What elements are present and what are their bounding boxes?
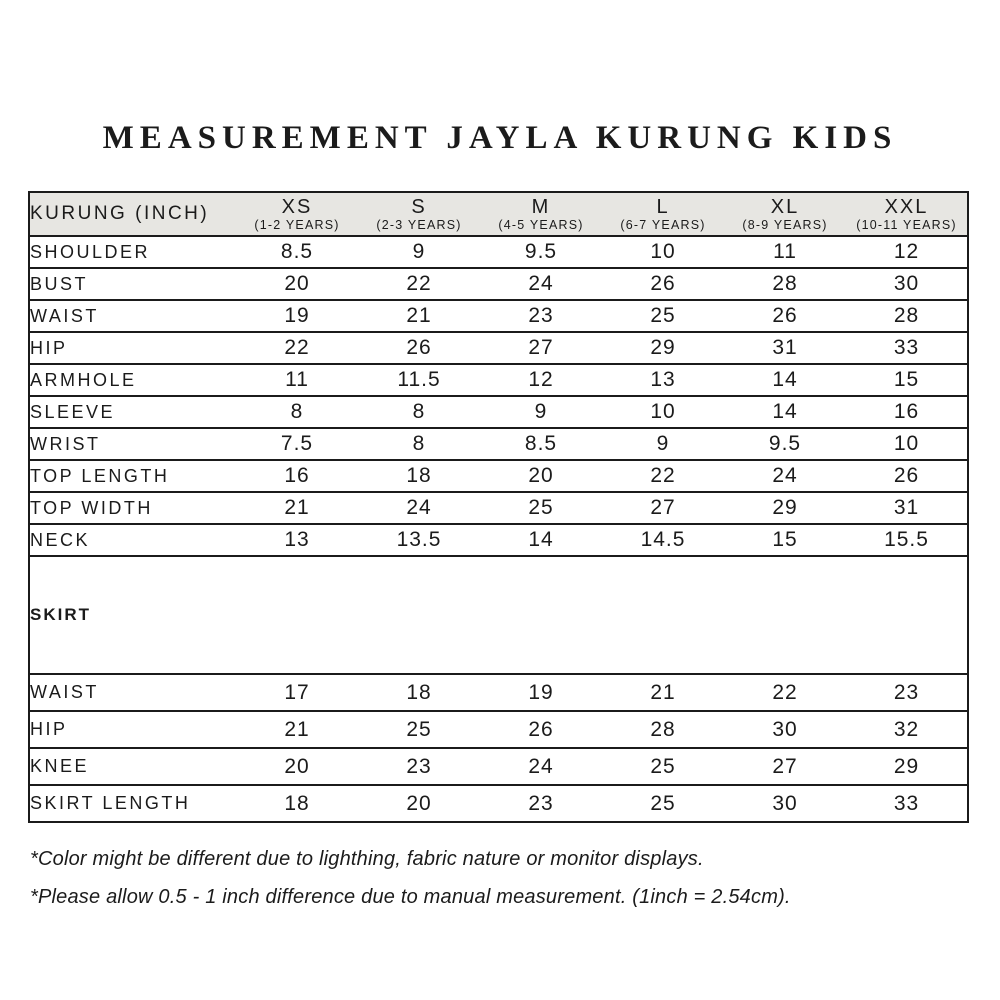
measurement-value: 15 bbox=[846, 364, 968, 396]
age-range-label: (8-9 YEARS) bbox=[742, 217, 828, 232]
measurement-value: 19 bbox=[236, 300, 358, 332]
size-label: L bbox=[656, 195, 670, 218]
measurement-value: 10 bbox=[846, 428, 968, 460]
measurement-value: 11.5 bbox=[358, 364, 480, 396]
measurement-value: 20 bbox=[236, 748, 358, 785]
age-range-label: (6-7 YEARS) bbox=[620, 217, 706, 232]
measurement-value: 27 bbox=[480, 332, 602, 364]
footnote-color-disclaimer: *Color might be different due to lighthing, fabric nature or monitor displays. bbox=[30, 848, 704, 870]
measurement-value: 18 bbox=[358, 460, 480, 492]
measurement-value: 29 bbox=[602, 332, 724, 364]
table-row bbox=[29, 332, 968, 364]
measurement-value: 9.5 bbox=[480, 236, 602, 268]
measurement-value: 8 bbox=[236, 396, 358, 428]
measurement-value: 25 bbox=[602, 748, 724, 785]
measurement-value: 14 bbox=[724, 364, 846, 396]
size-header-m bbox=[480, 192, 602, 236]
measurement-value: 28 bbox=[602, 711, 724, 748]
measurement-value: 8 bbox=[358, 396, 480, 428]
measurement-value: 25 bbox=[602, 785, 724, 822]
table-row bbox=[29, 396, 968, 428]
measurement-value: 13 bbox=[602, 364, 724, 396]
size-label: XS bbox=[281, 195, 313, 218]
measurement-value: 18 bbox=[236, 785, 358, 822]
skirt-section-label: SKIRT bbox=[29, 556, 968, 674]
skirt-section-row bbox=[29, 556, 968, 674]
measurement-value: 26 bbox=[724, 300, 846, 332]
table-header-row bbox=[29, 192, 968, 236]
measurement-value: 21 bbox=[236, 492, 358, 524]
row-label: TOP LENGTH bbox=[29, 460, 236, 492]
row-label: HIP bbox=[29, 332, 236, 364]
measurement-value: 28 bbox=[846, 300, 968, 332]
size-label: S bbox=[411, 195, 427, 218]
row-label: HIP bbox=[29, 711, 236, 748]
measurement-value: 23 bbox=[846, 674, 968, 711]
measurement-value: 13.5 bbox=[358, 524, 480, 556]
size-header-s bbox=[358, 192, 480, 236]
age-range-label: (2-3 YEARS) bbox=[376, 217, 462, 232]
measurement-value: 28 bbox=[724, 268, 846, 300]
measurement-value: 7.5 bbox=[236, 428, 358, 460]
measurement-value: 14 bbox=[480, 524, 602, 556]
table-row bbox=[29, 492, 968, 524]
measurement-value: 25 bbox=[602, 300, 724, 332]
table-row bbox=[29, 364, 968, 396]
row-label: SKIRT LENGTH bbox=[29, 785, 236, 822]
footnotes bbox=[28, 848, 972, 909]
footnote-measurement-disclaimer: *Please allow 0.5 - 1 inch difference due to manual measurement. (1inch = 2.54cm). bbox=[30, 886, 791, 908]
measurement-value: 19 bbox=[480, 674, 602, 711]
measurement-value: 33 bbox=[846, 332, 968, 364]
measurement-value: 33 bbox=[846, 785, 968, 822]
measurement-value: 29 bbox=[724, 492, 846, 524]
row-label: NECK bbox=[29, 524, 236, 556]
measurement-value: 15.5 bbox=[846, 524, 968, 556]
measurement-value: 9.5 bbox=[724, 428, 846, 460]
table-row bbox=[29, 748, 968, 785]
measurement-value: 13 bbox=[236, 524, 358, 556]
measurement-value: 21 bbox=[236, 711, 358, 748]
size-header-xl bbox=[724, 192, 846, 236]
row-label: SLEEVE bbox=[29, 396, 236, 428]
measurement-value: 18 bbox=[358, 674, 480, 711]
measurement-value: 11 bbox=[236, 364, 358, 396]
table-row bbox=[29, 460, 968, 492]
measurement-value: 32 bbox=[846, 711, 968, 748]
measurement-value: 24 bbox=[724, 460, 846, 492]
measurement-value: 14.5 bbox=[602, 524, 724, 556]
skirt-section bbox=[29, 674, 968, 822]
table-row bbox=[29, 674, 968, 711]
age-range-label: (1-2 YEARS) bbox=[254, 217, 340, 232]
measurement-value: 29 bbox=[846, 748, 968, 785]
age-range-label: (10-11 YEARS) bbox=[856, 217, 957, 232]
measurement-value: 12 bbox=[480, 364, 602, 396]
measurement-value: 27 bbox=[724, 748, 846, 785]
measurement-value: 16 bbox=[236, 460, 358, 492]
measurement-value: 31 bbox=[724, 332, 846, 364]
measurement-value: 9 bbox=[602, 428, 724, 460]
measurement-value: 10 bbox=[602, 236, 724, 268]
measurement-value: 8 bbox=[358, 428, 480, 460]
measurement-value: 16 bbox=[846, 396, 968, 428]
measurement-value: 30 bbox=[724, 785, 846, 822]
size-label: M bbox=[531, 195, 551, 218]
measurement-table bbox=[28, 191, 969, 823]
row-label: WAIST bbox=[29, 674, 236, 711]
table-row bbox=[29, 785, 968, 822]
measurement-value: 25 bbox=[480, 492, 602, 524]
measurement-value: 12 bbox=[846, 236, 968, 268]
skirt-section-header bbox=[29, 556, 968, 674]
size-label: XXL bbox=[884, 195, 929, 218]
row-label: WAIST bbox=[29, 300, 236, 332]
row-label: KNEE bbox=[29, 748, 236, 785]
measurement-value: 24 bbox=[480, 268, 602, 300]
measurement-value: 26 bbox=[846, 460, 968, 492]
measurement-value: 14 bbox=[724, 396, 846, 428]
table-row bbox=[29, 236, 968, 268]
measurement-value: 30 bbox=[724, 711, 846, 748]
measurement-value: 9 bbox=[480, 396, 602, 428]
measurement-value: 21 bbox=[602, 674, 724, 711]
measurement-value: 21 bbox=[358, 300, 480, 332]
age-range-label: (4-5 YEARS) bbox=[498, 217, 584, 232]
table-row bbox=[29, 524, 968, 556]
page-title: MEASUREMENT JAYLA KURUNG KIDS bbox=[102, 120, 898, 156]
measurement-value: 26 bbox=[480, 711, 602, 748]
measurement-value: 8.5 bbox=[480, 428, 602, 460]
measurement-value: 26 bbox=[602, 268, 724, 300]
measurement-value: 8.5 bbox=[236, 236, 358, 268]
table-row bbox=[29, 300, 968, 332]
row-label: SHOULDER bbox=[29, 236, 236, 268]
measurement-value: 23 bbox=[358, 748, 480, 785]
size-header-xs bbox=[236, 192, 358, 236]
corner-label: KURUNG (INCH) bbox=[29, 192, 236, 236]
measurement-value: 24 bbox=[358, 492, 480, 524]
measurement-value: 27 bbox=[602, 492, 724, 524]
measurement-value: 9 bbox=[358, 236, 480, 268]
measurement-value: 11 bbox=[724, 236, 846, 268]
table-row bbox=[29, 428, 968, 460]
measurement-value: 22 bbox=[236, 332, 358, 364]
measurement-value: 20 bbox=[236, 268, 358, 300]
table-row bbox=[29, 711, 968, 748]
table-row bbox=[29, 268, 968, 300]
measurement-value: 22 bbox=[358, 268, 480, 300]
measurement-value: 26 bbox=[358, 332, 480, 364]
size-label: XL bbox=[770, 195, 800, 218]
measurement-value: 31 bbox=[846, 492, 968, 524]
measurement-value: 22 bbox=[724, 674, 846, 711]
size-header-l bbox=[602, 192, 724, 236]
size-header-xxl bbox=[846, 192, 968, 236]
row-label: ARMHOLE bbox=[29, 364, 236, 396]
measurement-value: 17 bbox=[236, 674, 358, 711]
measurement-value: 23 bbox=[480, 785, 602, 822]
measurement-value: 22 bbox=[602, 460, 724, 492]
row-label: TOP WIDTH bbox=[29, 492, 236, 524]
row-label: WRIST bbox=[29, 428, 236, 460]
measurement-value: 24 bbox=[480, 748, 602, 785]
row-label: BUST bbox=[29, 268, 236, 300]
measurement-value: 30 bbox=[846, 268, 968, 300]
measurement-value: 25 bbox=[358, 711, 480, 748]
measurement-value: 20 bbox=[480, 460, 602, 492]
measurement-value: 10 bbox=[602, 396, 724, 428]
measurement-value: 15 bbox=[724, 524, 846, 556]
measurement-value: 20 bbox=[358, 785, 480, 822]
measurement-value: 23 bbox=[480, 300, 602, 332]
kurung-section bbox=[29, 236, 968, 556]
